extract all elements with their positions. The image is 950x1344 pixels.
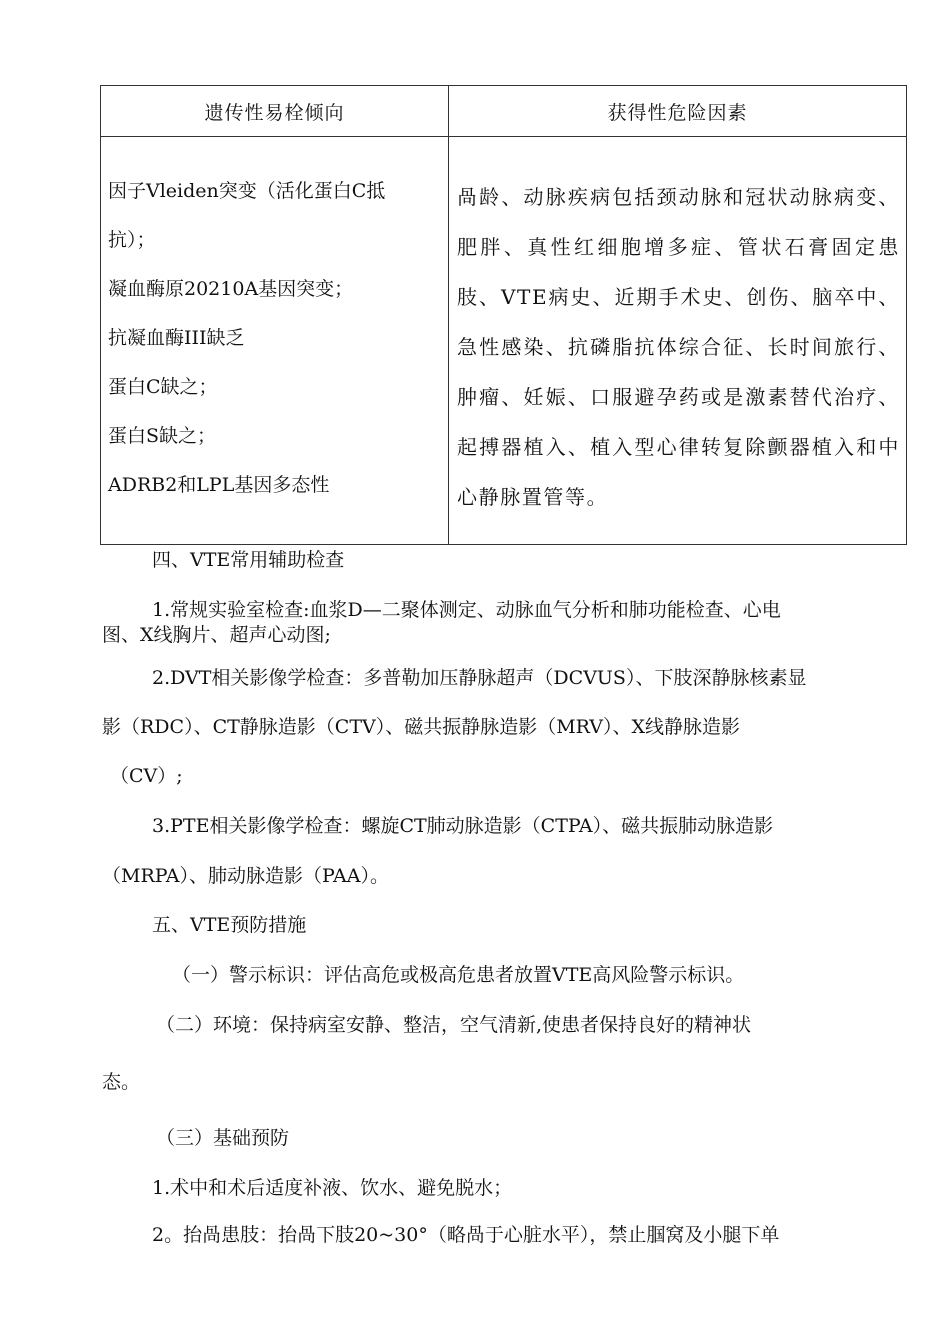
subsection-basic-prevention: （三）基础预防 bbox=[156, 1127, 290, 1149]
section-heading-4: 四、VTE常用辅助检查 bbox=[152, 549, 345, 571]
hereditary-item: 抗）； bbox=[108, 229, 156, 251]
paragraph-warning-sign: （一）警示标识：评估高危或极高危患者放置VTE高风险警示标识。 bbox=[172, 964, 745, 986]
hereditary-item: 因子Vleiden突变（活化蛋白C抵 bbox=[108, 180, 386, 202]
header-acquired: 获得性危险因素 bbox=[449, 86, 907, 137]
hereditary-cell bbox=[101, 137, 449, 545]
hereditary-item: ADRB2和LPL基因多态性 bbox=[108, 474, 330, 496]
paragraph-pte-imaging-cont: （MRPA）、肺动脉造影（PAA）。 bbox=[102, 865, 390, 887]
hereditary-item: 凝血酶原20210A基因突变； bbox=[108, 278, 354, 300]
paragraph-lab-tests-cont: 图、X线胸片、超声心动图; bbox=[102, 624, 331, 646]
risk-factor-table bbox=[100, 85, 907, 545]
paragraph-elevate-limb: 2。抬咼患肢：抬咼下肢20~30°（略咼于心脏水平），禁止腘窝及小腿下单 bbox=[152, 1224, 780, 1246]
paragraph-dvt-imaging-end: （CV）; bbox=[110, 765, 183, 787]
acquired-text: 咼龄、动脉疾病包括颈动脉和冠状动脉病变、肥胖、真性红细胞增多症、管状石膏固定患肢、VTE病史、近期手术史、创伤、脑卒中、急性感染、抗磷脂抗体综合征、长时间旅行、肿瘤、妊娠、口服避孕药或是激素替代治疗、起搏器植入、植入型心律转复除颤器植入和中心静脉置管等。 bbox=[457, 185, 900, 509]
table-header-row bbox=[101, 86, 907, 137]
paragraph-environment: （二）环境：保持病室安静、整洁，空气清新,使患者保持良好的精神状 bbox=[156, 1014, 752, 1036]
hereditary-item: 蛋白C缺之； bbox=[108, 376, 218, 398]
paragraph-dvt-imaging: 2.DVT相关影像学检查：多普勒加压静脉超声（DCVUS）、下肢深静脉核素显 bbox=[152, 667, 807, 689]
header-hereditary: 遗传性易栓倾向 bbox=[101, 86, 449, 137]
paragraph-dvt-imaging-cont: 影（RDC）、CT静脉造影（CTV）、磁共振静脉造影（MRV）、X线静脉造影 bbox=[102, 716, 741, 738]
paragraph-environment-cont: 态。 bbox=[102, 1071, 141, 1093]
hereditary-item: 蛋白S缺之； bbox=[108, 425, 217, 447]
paragraph-pte-imaging: 3.PTE相关影像学检查：螺旋CT肺动脉造影（CTPA）、磁共振肺动脉造影 bbox=[152, 815, 774, 837]
section-heading-5: 五、VTE预防措施 bbox=[152, 914, 307, 936]
hereditary-item: 抗凝血酶III缺乏 bbox=[108, 327, 245, 349]
paragraph-fluids: 1.术中和术后适度补液、饮水、避免脱水； bbox=[152, 1177, 513, 1199]
acquired-cell bbox=[449, 137, 907, 545]
table-body-row bbox=[101, 137, 907, 545]
paragraph-lab-tests: 1.常规实验室检查:血浆D—二聚体测定、动脉血气分析和肺功能检查、心电 bbox=[152, 599, 781, 621]
